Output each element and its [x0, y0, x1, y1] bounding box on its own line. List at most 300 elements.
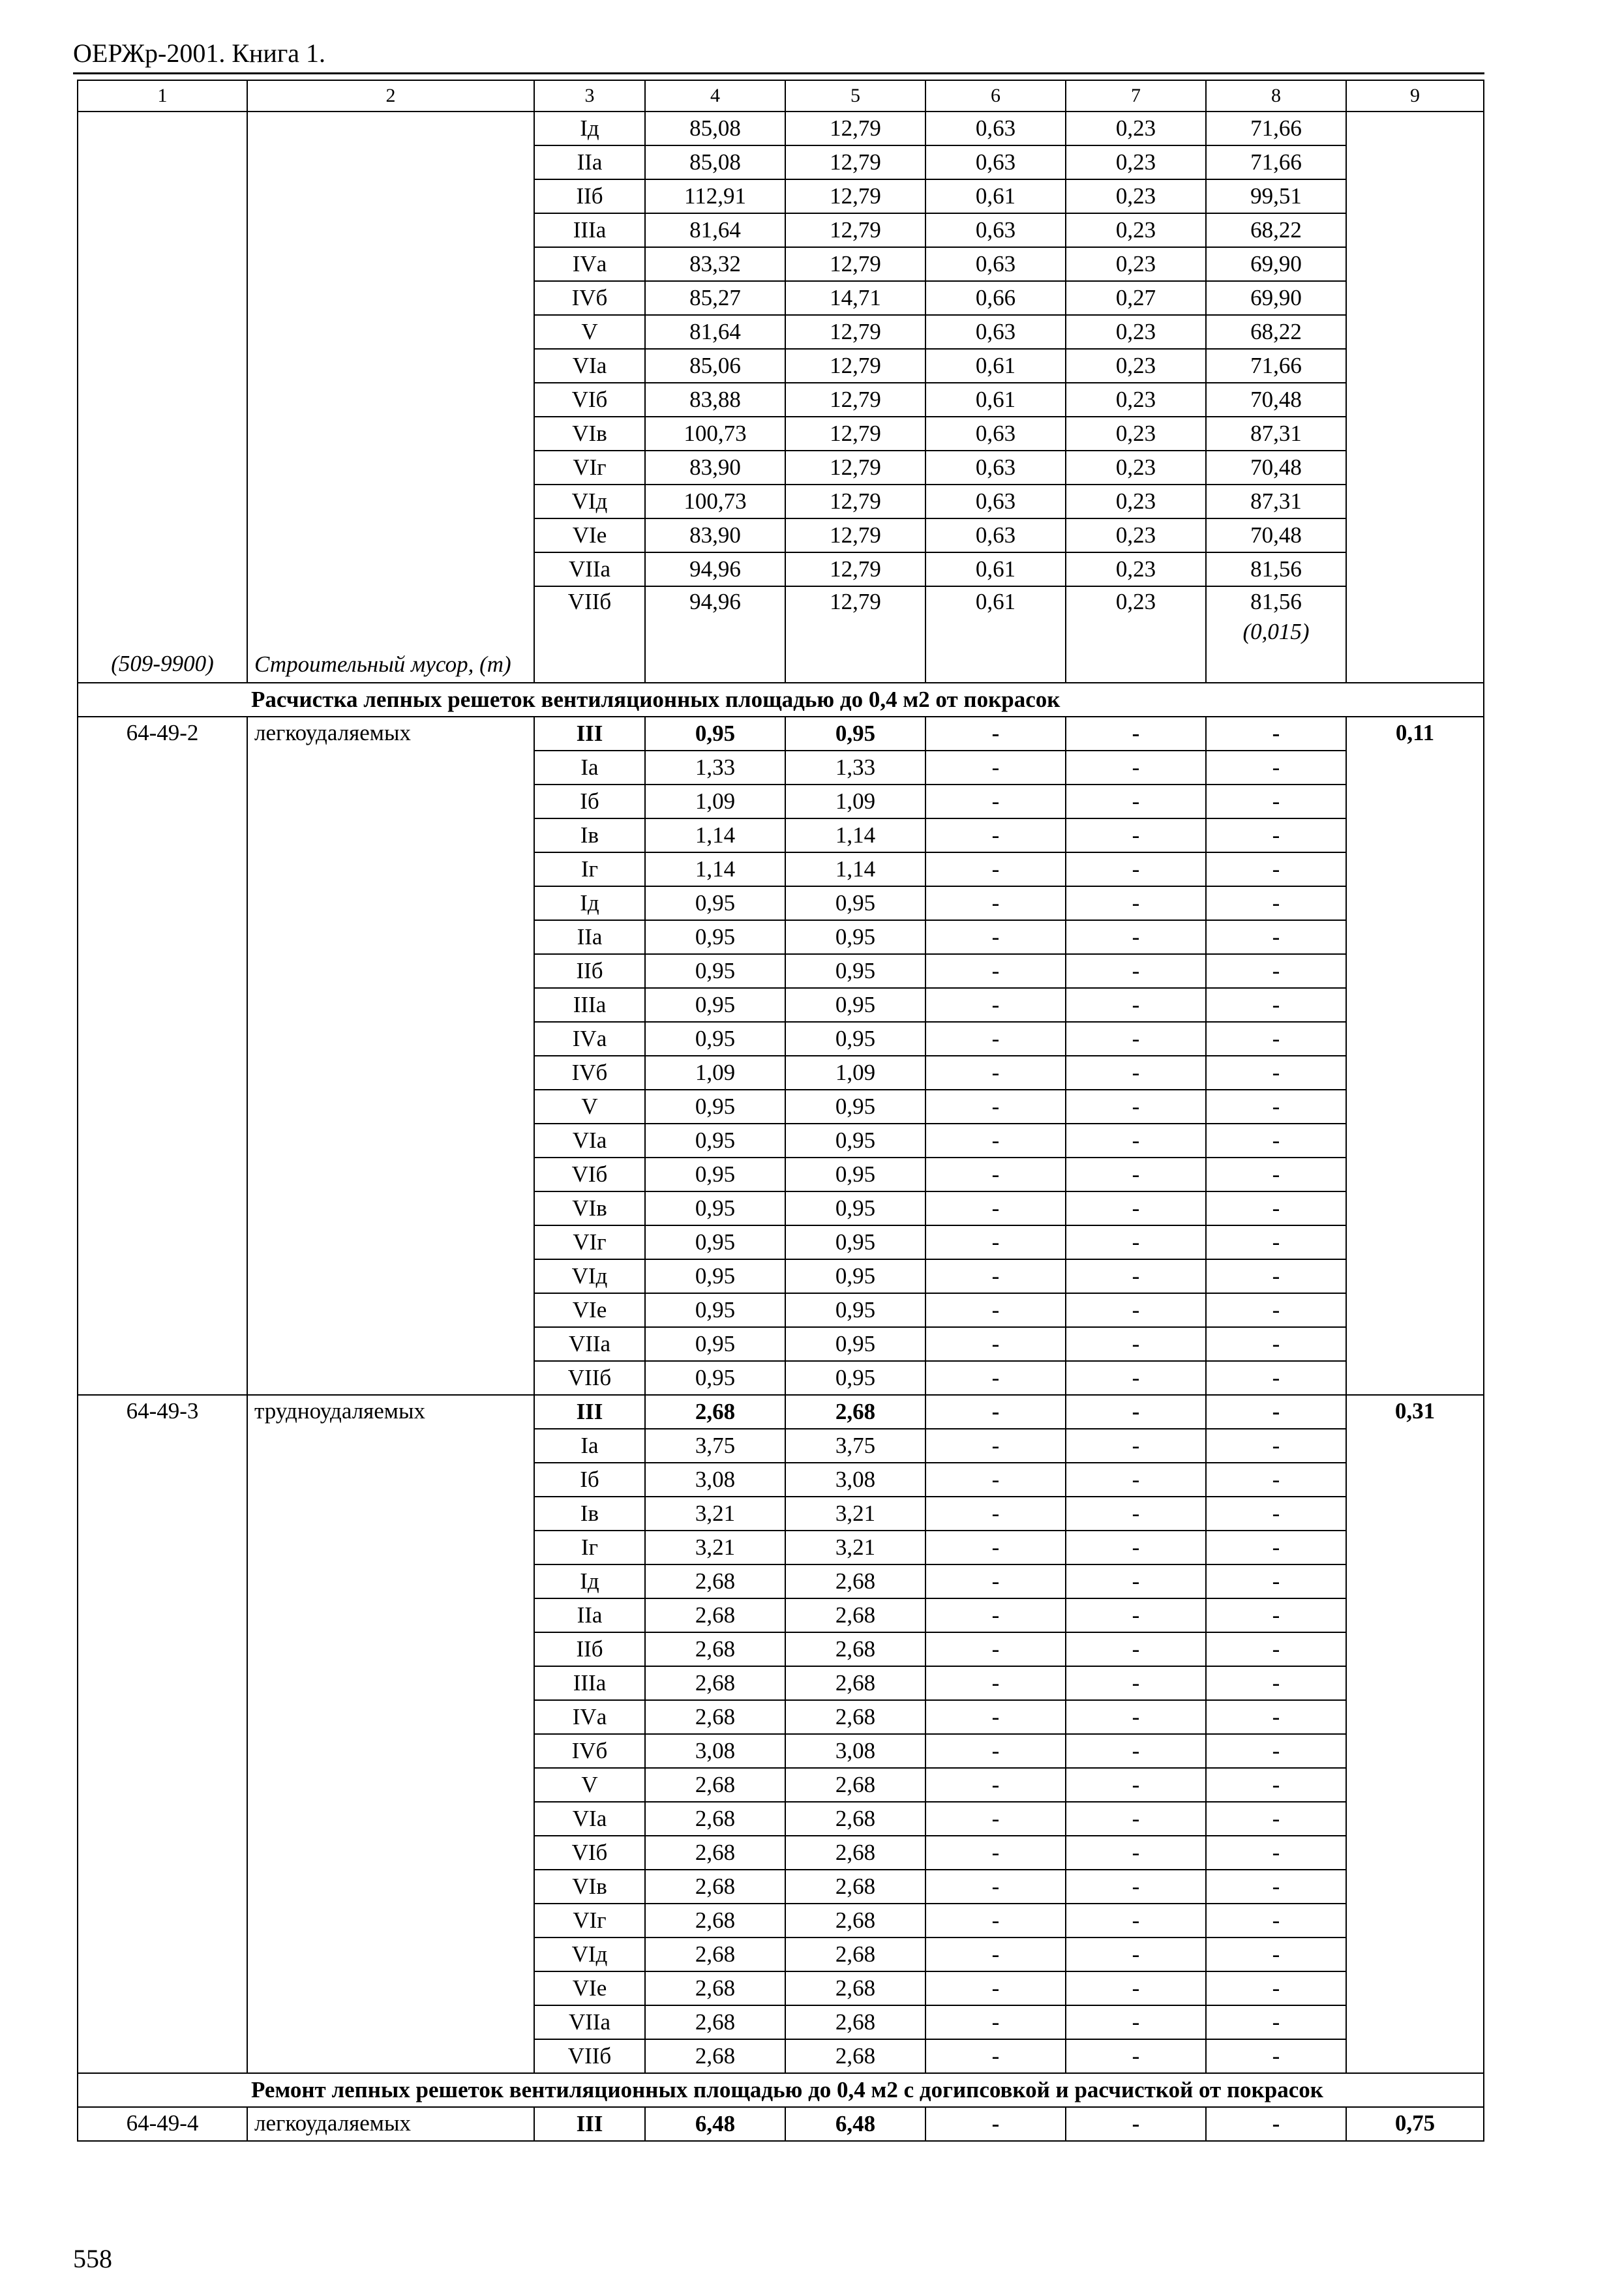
- value-cell: -: [925, 1191, 1066, 1225]
- zone-cell: [534, 586, 645, 683]
- zone-cell: VIб: [534, 1158, 645, 1191]
- value-cell: 2,68: [785, 2039, 925, 2073]
- waste-code: (509-9900): [111, 651, 214, 676]
- zone-cell: IIIа: [534, 988, 645, 1022]
- value-cell: 0,95: [785, 1293, 925, 1327]
- value-cell: 0,95: [645, 920, 785, 954]
- col9-cell: [1346, 112, 1484, 683]
- value-cell: -: [1066, 1802, 1206, 1836]
- zone-cell: VIIа: [534, 2005, 645, 2039]
- value-cell: 0,95: [645, 1191, 785, 1225]
- value-cell: 2,68: [785, 1870, 925, 1904]
- value-cell: 2,68: [645, 2039, 785, 2073]
- section-title: Расчистка лепных решеток вентиляционных площадью до 0,4 м2 от покрасок: [78, 683, 1484, 717]
- item-name-cell: легкоудаляемых: [247, 2107, 534, 2141]
- value-cell: 3,21: [785, 1497, 925, 1531]
- zone-cell: IVб: [534, 281, 645, 315]
- value-cell: 2,68: [645, 1632, 785, 1666]
- value-cell: -: [925, 2005, 1066, 2039]
- value-cell: 0,95: [645, 1158, 785, 1191]
- value-cell: 85,06: [645, 349, 785, 383]
- value-cell: -: [925, 1904, 1066, 1937]
- value-cell: [1066, 586, 1206, 683]
- value-cell: -: [1206, 2107, 1346, 2141]
- value-cell: -: [1066, 1497, 1206, 1531]
- value-cell: 0,95: [645, 1259, 785, 1293]
- zone-cell: V: [534, 1768, 645, 1802]
- value-cell: -: [1206, 1327, 1346, 1361]
- value-cell: 3,75: [785, 1429, 925, 1463]
- zone-cell: IVб: [534, 1734, 645, 1768]
- col9-cell: 0,31: [1346, 1395, 1484, 2073]
- zone-cell: IIа: [534, 145, 645, 179]
- zone-cell: V: [534, 315, 645, 349]
- value-cell: -: [1206, 1937, 1346, 1971]
- table-row: [78, 2107, 1484, 2141]
- value-cell: 0,95: [645, 1225, 785, 1259]
- zone-cell: IVа: [534, 1700, 645, 1734]
- value-cell: -: [1066, 2039, 1206, 2073]
- value-cell: -: [1066, 1836, 1206, 1870]
- value-cell: 100,73: [645, 485, 785, 518]
- value-cell: 0,23: [1066, 179, 1206, 213]
- value-cell: 12,79: [785, 213, 925, 247]
- value-cell: 83,32: [645, 247, 785, 281]
- value-cell: 3,21: [645, 1497, 785, 1531]
- estimate-table: [77, 80, 1484, 2142]
- value-cell: -: [1066, 1700, 1206, 1734]
- value-cell: 0,95: [785, 1022, 925, 1056]
- value-cell: -: [1066, 1598, 1206, 1632]
- value-cell: 0,27: [1066, 281, 1206, 315]
- value-cell: -: [1066, 1666, 1206, 1700]
- item-name-cell: легкоудаляемых: [247, 717, 534, 1395]
- value-cell: 100,73: [645, 417, 785, 451]
- value-cell: 2,68: [785, 1564, 925, 1598]
- value-cell: -: [1066, 751, 1206, 785]
- value-cell: -: [1066, 818, 1206, 852]
- value-cell: 2,68: [645, 1870, 785, 1904]
- value-cell: -: [1066, 1564, 1206, 1598]
- value-cell: 0,23: [1066, 485, 1206, 518]
- value-cell: 70,48: [1206, 518, 1346, 552]
- value-cell: 1,14: [645, 818, 785, 852]
- zone-cell: VIв: [534, 1191, 645, 1225]
- value-cell: -: [925, 1225, 1066, 1259]
- value-cell: 71,66: [1206, 112, 1346, 145]
- value-cell: 3,21: [785, 1531, 925, 1564]
- value-cell: 2,68: [645, 1836, 785, 1870]
- section-title-row: [78, 2073, 1484, 2107]
- value-cell: -: [925, 988, 1066, 1022]
- column-number: 4: [645, 80, 785, 112]
- value-cell: -: [1206, 1259, 1346, 1293]
- value-cell: -: [1206, 1734, 1346, 1768]
- zone-cell: VIе: [534, 1293, 645, 1327]
- value-cell: -: [925, 1361, 1066, 1395]
- value-cell: 0,95: [785, 717, 925, 751]
- value-cell: 3,08: [785, 1734, 925, 1768]
- value-cell: -: [925, 1259, 1066, 1293]
- value-cell: 12,79: [785, 247, 925, 281]
- value-cell: 70,48: [1206, 383, 1346, 417]
- value-cell: 2,68: [645, 1598, 785, 1632]
- value-cell: [785, 586, 925, 683]
- value-cell: 0,23: [1066, 518, 1206, 552]
- value-cell: -: [925, 1666, 1066, 1700]
- value-cell: 69,90: [1206, 281, 1346, 315]
- value-cell: 2,68: [645, 1937, 785, 1971]
- value-cell: 0,23: [1066, 247, 1206, 281]
- value-cell: -: [1066, 1531, 1206, 1564]
- zone-cell: Iв: [534, 818, 645, 852]
- value-cell: -: [1066, 1124, 1206, 1158]
- value-cell: 99,51: [1206, 179, 1346, 213]
- value-cell: -: [1066, 1361, 1206, 1395]
- value-cell: 0,95: [645, 886, 785, 920]
- value-cell: -: [1206, 1395, 1346, 1429]
- value-cell: 1,09: [785, 1056, 925, 1090]
- value-cell: -: [1206, 785, 1346, 818]
- value-cell: 1,09: [645, 1056, 785, 1090]
- value-cell: 2,68: [785, 1802, 925, 1836]
- value-cell: 0,61: [925, 383, 1066, 417]
- value-cell: 0,63: [925, 518, 1066, 552]
- value-cell: -: [1206, 1598, 1346, 1632]
- value-cell: 12,79: [785, 349, 925, 383]
- value-cell: 1,33: [785, 751, 925, 785]
- value-cell: -: [1066, 1158, 1206, 1191]
- table-row: [78, 717, 1484, 751]
- value-cell: 68,22: [1206, 213, 1346, 247]
- column-number: 9: [1346, 80, 1484, 112]
- value-cell: 2,68: [785, 1632, 925, 1666]
- value-cell: -: [925, 1463, 1066, 1497]
- value-cell: 0,95: [785, 1124, 925, 1158]
- zone-cell: III: [534, 717, 645, 751]
- value-cell: 2,68: [645, 2005, 785, 2039]
- value-cell: 0,23: [1066, 349, 1206, 383]
- zone-cell: IIа: [534, 1598, 645, 1632]
- value: 12,79: [830, 589, 881, 614]
- value-cell: 0,23: [1066, 451, 1206, 485]
- value-cell: 12,79: [785, 145, 925, 179]
- page-number: 558: [73, 2244, 112, 2273]
- col9-cell: 0,75: [1346, 2107, 1484, 2141]
- value-cell: 0,95: [645, 1293, 785, 1327]
- value-cell: 1,09: [785, 785, 925, 818]
- value-cell: -: [925, 1090, 1066, 1124]
- value-cell: -: [1066, 1293, 1206, 1327]
- zone-cell: VIг: [534, 1904, 645, 1937]
- value-cell: -: [1066, 717, 1206, 751]
- value-cell: [1206, 586, 1346, 683]
- value-cell: 0,23: [1066, 112, 1206, 145]
- zone-cell: IIа: [534, 920, 645, 954]
- value-cell: 0,95: [645, 1361, 785, 1395]
- value-cell: 69,90: [1206, 247, 1346, 281]
- value-cell: 71,66: [1206, 145, 1346, 179]
- value-cell: 3,21: [645, 1531, 785, 1564]
- value-cell: -: [925, 1022, 1066, 1056]
- value-cell: -: [1206, 1056, 1346, 1090]
- item-name-cell: трудноудаляемых: [247, 1395, 534, 2073]
- value-cell: 0,95: [785, 1225, 925, 1259]
- zone-cell: VIIа: [534, 552, 645, 586]
- value-cell: 12,79: [785, 383, 925, 417]
- value-cell: 0,95: [785, 1327, 925, 1361]
- value-cell: 2,68: [645, 1666, 785, 1700]
- value-cell: -: [1206, 1802, 1346, 1836]
- value-cell: 83,90: [645, 518, 785, 552]
- waste-name-cell: [247, 112, 534, 683]
- value-cell: -: [1206, 988, 1346, 1022]
- value-cell: 85,27: [645, 281, 785, 315]
- value-cell: 0,23: [1066, 315, 1206, 349]
- value-cell: 0,95: [645, 954, 785, 988]
- zone-cell: Iд: [534, 1564, 645, 1598]
- zone-cell: Iг: [534, 1531, 645, 1564]
- zone-cell: VIб: [534, 383, 645, 417]
- zone-cell: VIг: [534, 1225, 645, 1259]
- value-cell: -: [925, 2107, 1066, 2141]
- value-cell: -: [925, 1937, 1066, 1971]
- value-cell: 12,79: [785, 451, 925, 485]
- value-cell: -: [1206, 1971, 1346, 2005]
- value-cell: -: [1206, 852, 1346, 886]
- value-cell: -: [925, 1802, 1066, 1836]
- value-cell: 2,68: [645, 1971, 785, 2005]
- zone-cell: Iв: [534, 1497, 645, 1531]
- value-cell: 85,08: [645, 112, 785, 145]
- header-rule: [73, 72, 1484, 74]
- zone-cell: VIе: [534, 1971, 645, 2005]
- value-cell: -: [1066, 1022, 1206, 1056]
- value-cell: -: [1066, 1971, 1206, 2005]
- value-cell: -: [925, 1971, 1066, 2005]
- zone-cell: Iа: [534, 751, 645, 785]
- value-cell: 12,79: [785, 179, 925, 213]
- value-cell: -: [1066, 1090, 1206, 1124]
- value-cell: -: [1206, 1090, 1346, 1124]
- value-cell: -: [1066, 1734, 1206, 1768]
- section-title-row: [78, 683, 1484, 717]
- table-row: [78, 1395, 1484, 1429]
- value: 0,23: [1115, 589, 1156, 614]
- value-cell: -: [1206, 1158, 1346, 1191]
- value-cell: 2,68: [645, 1564, 785, 1598]
- zone-cell: VIа: [534, 1124, 645, 1158]
- column-number-row: [78, 80, 1484, 112]
- value-cell: -: [925, 1700, 1066, 1734]
- zone-cell: IIIа: [534, 1666, 645, 1700]
- value-cell: 12,79: [785, 552, 925, 586]
- value-cell: 2,68: [785, 1904, 925, 1937]
- value-cell: -: [1206, 1497, 1346, 1531]
- value-cell: -: [1066, 1768, 1206, 1802]
- value-cell: -: [925, 1870, 1066, 1904]
- value-cell: 0,63: [925, 485, 1066, 518]
- column-number: 5: [785, 80, 925, 112]
- zone-label: VIIб: [567, 589, 612, 614]
- value-cell: 0,63: [925, 315, 1066, 349]
- value-cell: -: [925, 1564, 1066, 1598]
- value-cell: 0,95: [785, 886, 925, 920]
- value-cell: 0,95: [785, 1191, 925, 1225]
- value-cell: 12,79: [785, 417, 925, 451]
- value-cell: -: [925, 954, 1066, 988]
- value-cell: 83,90: [645, 451, 785, 485]
- value-cell: 0,95: [785, 1259, 925, 1293]
- value-cell: -: [925, 1632, 1066, 1666]
- value-cell: -: [1066, 954, 1206, 988]
- value-cell: 0,63: [925, 247, 1066, 281]
- value-cell: 85,08: [645, 145, 785, 179]
- waste-name: Строительный мусор, (т): [254, 651, 511, 677]
- zone-cell: VIIб: [534, 1361, 645, 1395]
- value-cell: -: [1206, 1836, 1346, 1870]
- value-cell: 3,08: [785, 1463, 925, 1497]
- value-cell: -: [1206, 1768, 1346, 1802]
- zone-cell: VIд: [534, 485, 645, 518]
- zone-cell: Iд: [534, 112, 645, 145]
- value-cell: 0,95: [645, 1090, 785, 1124]
- value-cell: 2,68: [785, 1598, 925, 1632]
- value-cell: [645, 586, 785, 683]
- value-cell: 0,95: [785, 1158, 925, 1191]
- value-cell: -: [925, 1293, 1066, 1327]
- value-cell: 0,63: [925, 112, 1066, 145]
- value-cell: 1,14: [785, 852, 925, 886]
- value-cell: 70,48: [1206, 451, 1346, 485]
- section-title: Ремонт лепных решеток вентиляционных площадью до 0,4 м2 с догипсовкой и расчисткой от покрасок: [78, 2073, 1484, 2107]
- item-code-cell: 64-49-3: [78, 1395, 247, 2073]
- value-cell: -: [1206, 1904, 1346, 1937]
- value-cell: -: [1206, 818, 1346, 852]
- value-cell: -: [1066, 1056, 1206, 1090]
- value-cell: -: [1066, 785, 1206, 818]
- zone-cell: III: [534, 2107, 645, 2141]
- running-title: ОЕРЖр-2001. Книга 1.: [73, 38, 325, 68]
- value-cell: -: [925, 1531, 1066, 1564]
- value-cell: -: [925, 1734, 1066, 1768]
- value-cell: [925, 586, 1066, 683]
- value-cell: -: [1206, 920, 1346, 954]
- value-cell: 0,66: [925, 281, 1066, 315]
- value-cell: 71,66: [1206, 349, 1346, 383]
- value-cell: -: [925, 1497, 1066, 1531]
- value-cell: -: [1066, 1937, 1206, 1971]
- value-cell: -: [925, 717, 1066, 751]
- value-cell: -: [1066, 2107, 1206, 2141]
- value-cell: 1,33: [645, 751, 785, 785]
- value-cell: -: [1066, 1429, 1206, 1463]
- value-cell: 2,68: [785, 1971, 925, 2005]
- value-cell: 83,88: [645, 383, 785, 417]
- zone-cell: VIв: [534, 1870, 645, 1904]
- zone-cell: VIIа: [534, 1327, 645, 1361]
- value-cell: -: [1066, 886, 1206, 920]
- value-cell: -: [1066, 1191, 1206, 1225]
- column-number: 8: [1206, 80, 1346, 112]
- value-cell: 0,95: [785, 1361, 925, 1395]
- zone-cell: IIб: [534, 1632, 645, 1666]
- zone-cell: VIд: [534, 1937, 645, 1971]
- value-cell: 3,08: [645, 1463, 785, 1497]
- waste-value: (0,015): [1242, 619, 1310, 644]
- value-cell: -: [1206, 1870, 1346, 1904]
- value-cell: -: [925, 852, 1066, 886]
- value-cell: 94,96: [645, 552, 785, 586]
- value-cell: -: [1066, 1463, 1206, 1497]
- value-cell: -: [925, 1327, 1066, 1361]
- column-number: 1: [78, 80, 247, 112]
- value-cell: -: [1206, 1293, 1346, 1327]
- value-cell: 112,91: [645, 179, 785, 213]
- value-cell: -: [1206, 1429, 1346, 1463]
- value-cell: 2,68: [645, 1802, 785, 1836]
- value-cell: 12,79: [785, 112, 925, 145]
- value-cell: 0,63: [925, 213, 1066, 247]
- value-cell: 2,68: [645, 1395, 785, 1429]
- value-cell: -: [925, 1768, 1066, 1802]
- zone-cell: Iг: [534, 852, 645, 886]
- value-cell: 0,95: [645, 1327, 785, 1361]
- value-cell: -: [925, 1598, 1066, 1632]
- value-cell: -: [1206, 1463, 1346, 1497]
- value-cell: 0,61: [925, 349, 1066, 383]
- value-cell: 0,95: [645, 1124, 785, 1158]
- zone-cell: VIа: [534, 349, 645, 383]
- zone-cell: VIв: [534, 417, 645, 451]
- column-number: 2: [247, 80, 534, 112]
- value-cell: 1,14: [645, 852, 785, 886]
- col9-cell: 0,11: [1346, 717, 1484, 1395]
- value-cell: 2,68: [785, 1937, 925, 1971]
- value-cell: 68,22: [1206, 315, 1346, 349]
- value-cell: 1,14: [785, 818, 925, 852]
- zone-cell: VIIб: [534, 2039, 645, 2073]
- value-cell: 0,95: [785, 1090, 925, 1124]
- value-cell: 0,95: [645, 1022, 785, 1056]
- item-code-cell: 64-49-2: [78, 717, 247, 1395]
- value-cell: -: [1066, 1259, 1206, 1293]
- value-cell: -: [925, 1158, 1066, 1191]
- value-cell: 2,68: [785, 1395, 925, 1429]
- value-cell: -: [1206, 1700, 1346, 1734]
- value-cell: 0,61: [925, 179, 1066, 213]
- value-cell: 0,95: [785, 954, 925, 988]
- value-cell: -: [925, 1124, 1066, 1158]
- value-cell: -: [1206, 1632, 1346, 1666]
- value-cell: -: [925, 785, 1066, 818]
- value-cell: -: [925, 886, 1066, 920]
- waste-code-cell: [78, 112, 247, 683]
- zone-cell: VIб: [534, 1836, 645, 1870]
- value-cell: 87,31: [1206, 417, 1346, 451]
- value-cell: 2,68: [645, 1904, 785, 1937]
- value-cell: 12,79: [785, 485, 925, 518]
- value-cell: 87,31: [1206, 485, 1346, 518]
- zone-cell: Iа: [534, 1429, 645, 1463]
- value-cell: 0,95: [645, 988, 785, 1022]
- item-code-cell: 64-49-4: [78, 2107, 247, 2141]
- value-cell: -: [925, 1395, 1066, 1429]
- zone-cell: IVа: [534, 1022, 645, 1056]
- value-cell: 14,71: [785, 281, 925, 315]
- zone-cell: III: [534, 1395, 645, 1429]
- value-cell: 6,48: [785, 2107, 925, 2141]
